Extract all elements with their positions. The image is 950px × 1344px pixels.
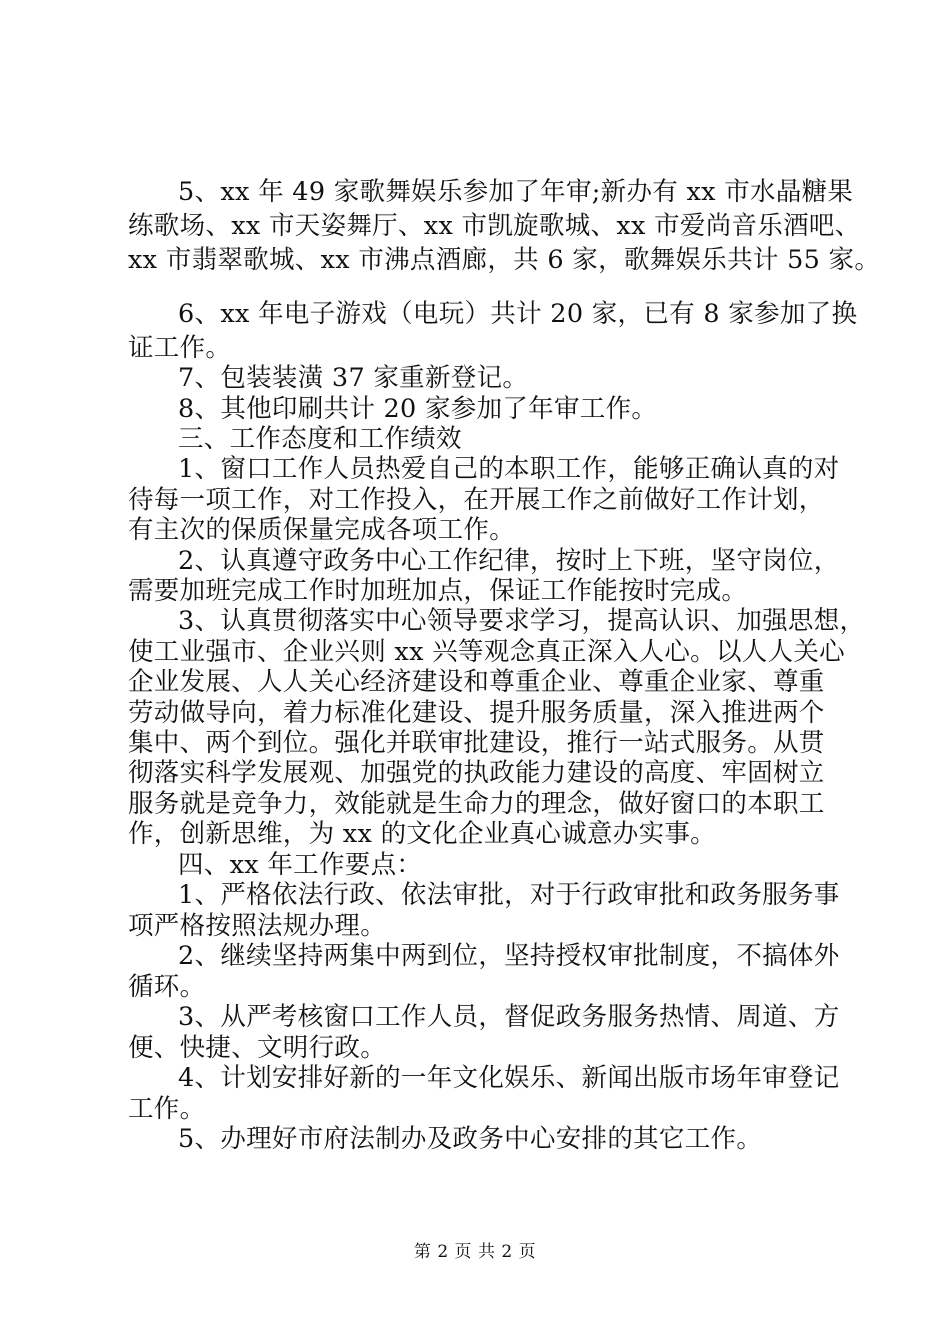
paragraph-line: 练歌场、xx 市天姿舞厅、xx 市凯旋歌城、xx 市爱尚音乐酒吧、 xyxy=(128,211,861,241)
paragraph-line: 2、继续坚持两集中两到位，坚持授权审批制度，不搞体外 xyxy=(178,941,840,971)
paragraph-line: 彻落实科学发展观、加强党的执政能力建设的高度、牢固树立 xyxy=(128,758,825,788)
paragraph-line: 3、认真贯彻落实中心领导要求学习，提高认识、加强思想， xyxy=(178,606,866,636)
paragraph-line: 1、窗口工作人员热爱自己的本职工作，能够正确认真的对 xyxy=(178,454,840,484)
paragraph-line: 便、快捷、文明行政。 xyxy=(128,1033,387,1063)
section-heading: 四、xx 年工作要点： xyxy=(178,850,423,880)
paragraph-line: 集中、两个到位。强化并联审批建设，推行一站式服务。从贯 xyxy=(128,728,825,758)
paragraph-line: 待每一项工作，对工作投入，在开展工作之前做好工作计划， xyxy=(128,485,825,515)
paragraph-line: 6、xx 年电子游戏（电玩）共计 20 家，已有 8 家参加了换 xyxy=(178,299,858,329)
paragraph-line: 3、从严考核窗口工作人员，督促政务服务热情、周道、方 xyxy=(178,1002,840,1032)
paragraph-line: 需要加班完成工作时加班加点，保证工作能按时完成。 xyxy=(128,576,748,606)
paragraph-line: 循环。 xyxy=(128,972,206,1002)
paragraph-line: 作，创新思维，为 xx 的文化企业真心诚意办实事。 xyxy=(128,819,716,849)
paragraph-line: 1、严格依法行政、依法审批，对于行政审批和政务服务事 xyxy=(178,880,840,910)
paragraph-line: 证工作。 xyxy=(128,333,232,363)
paragraph-line: 5、xx 年 49 家歌舞娱乐参加了年审;新办有 xx 市水晶糖果 xyxy=(178,177,854,207)
paragraph-line: 项严格按照法规办理。 xyxy=(128,911,387,941)
paragraph-line: 5、办理好市府法制办及政务中心安排的其它工作。 xyxy=(178,1124,763,1154)
paragraph-line: 有主次的保质保量完成各项工作。 xyxy=(128,515,516,545)
paragraph-line: 8、其他印刷共计 20 家参加了年审工作。 xyxy=(178,394,658,424)
page-footer: 第 2 页 共 2 页 xyxy=(413,1242,537,1262)
section-heading: 三、工作态度和工作绩效 xyxy=(178,424,462,454)
paragraph-line: 7、包装装潢 37 家重新登记。 xyxy=(178,363,529,393)
paragraph-line: 企业发展、人人关心经济建设和尊重企业、尊重企业家、尊重 xyxy=(128,667,825,697)
paragraph-line: 服务就是竞争力，效能就是生命力的理念，做好窗口的本职工 xyxy=(128,789,825,819)
paragraph-line: 4、计划安排好新的一年文化娱乐、新闻出版市场年审登记 xyxy=(178,1063,840,1093)
paragraph-line: xx 市翡翠歌城、xx 市沸点酒廊，共 6 家，歌舞娱乐共计 55 家。 xyxy=(128,245,881,275)
paragraph-line: 2、认真遵守政务中心工作纪律，按时上下班，坚守岗位， xyxy=(178,546,840,576)
paragraph-line: 使工业强市、企业兴则 xx 兴等观念真正深入人心。以人人关心 xyxy=(128,637,845,667)
paragraph-line: 工作。 xyxy=(128,1094,206,1124)
paragraph-line: 劳动做导向，着力标准化建设、提升服务质量，深入推进两个 xyxy=(128,698,825,728)
